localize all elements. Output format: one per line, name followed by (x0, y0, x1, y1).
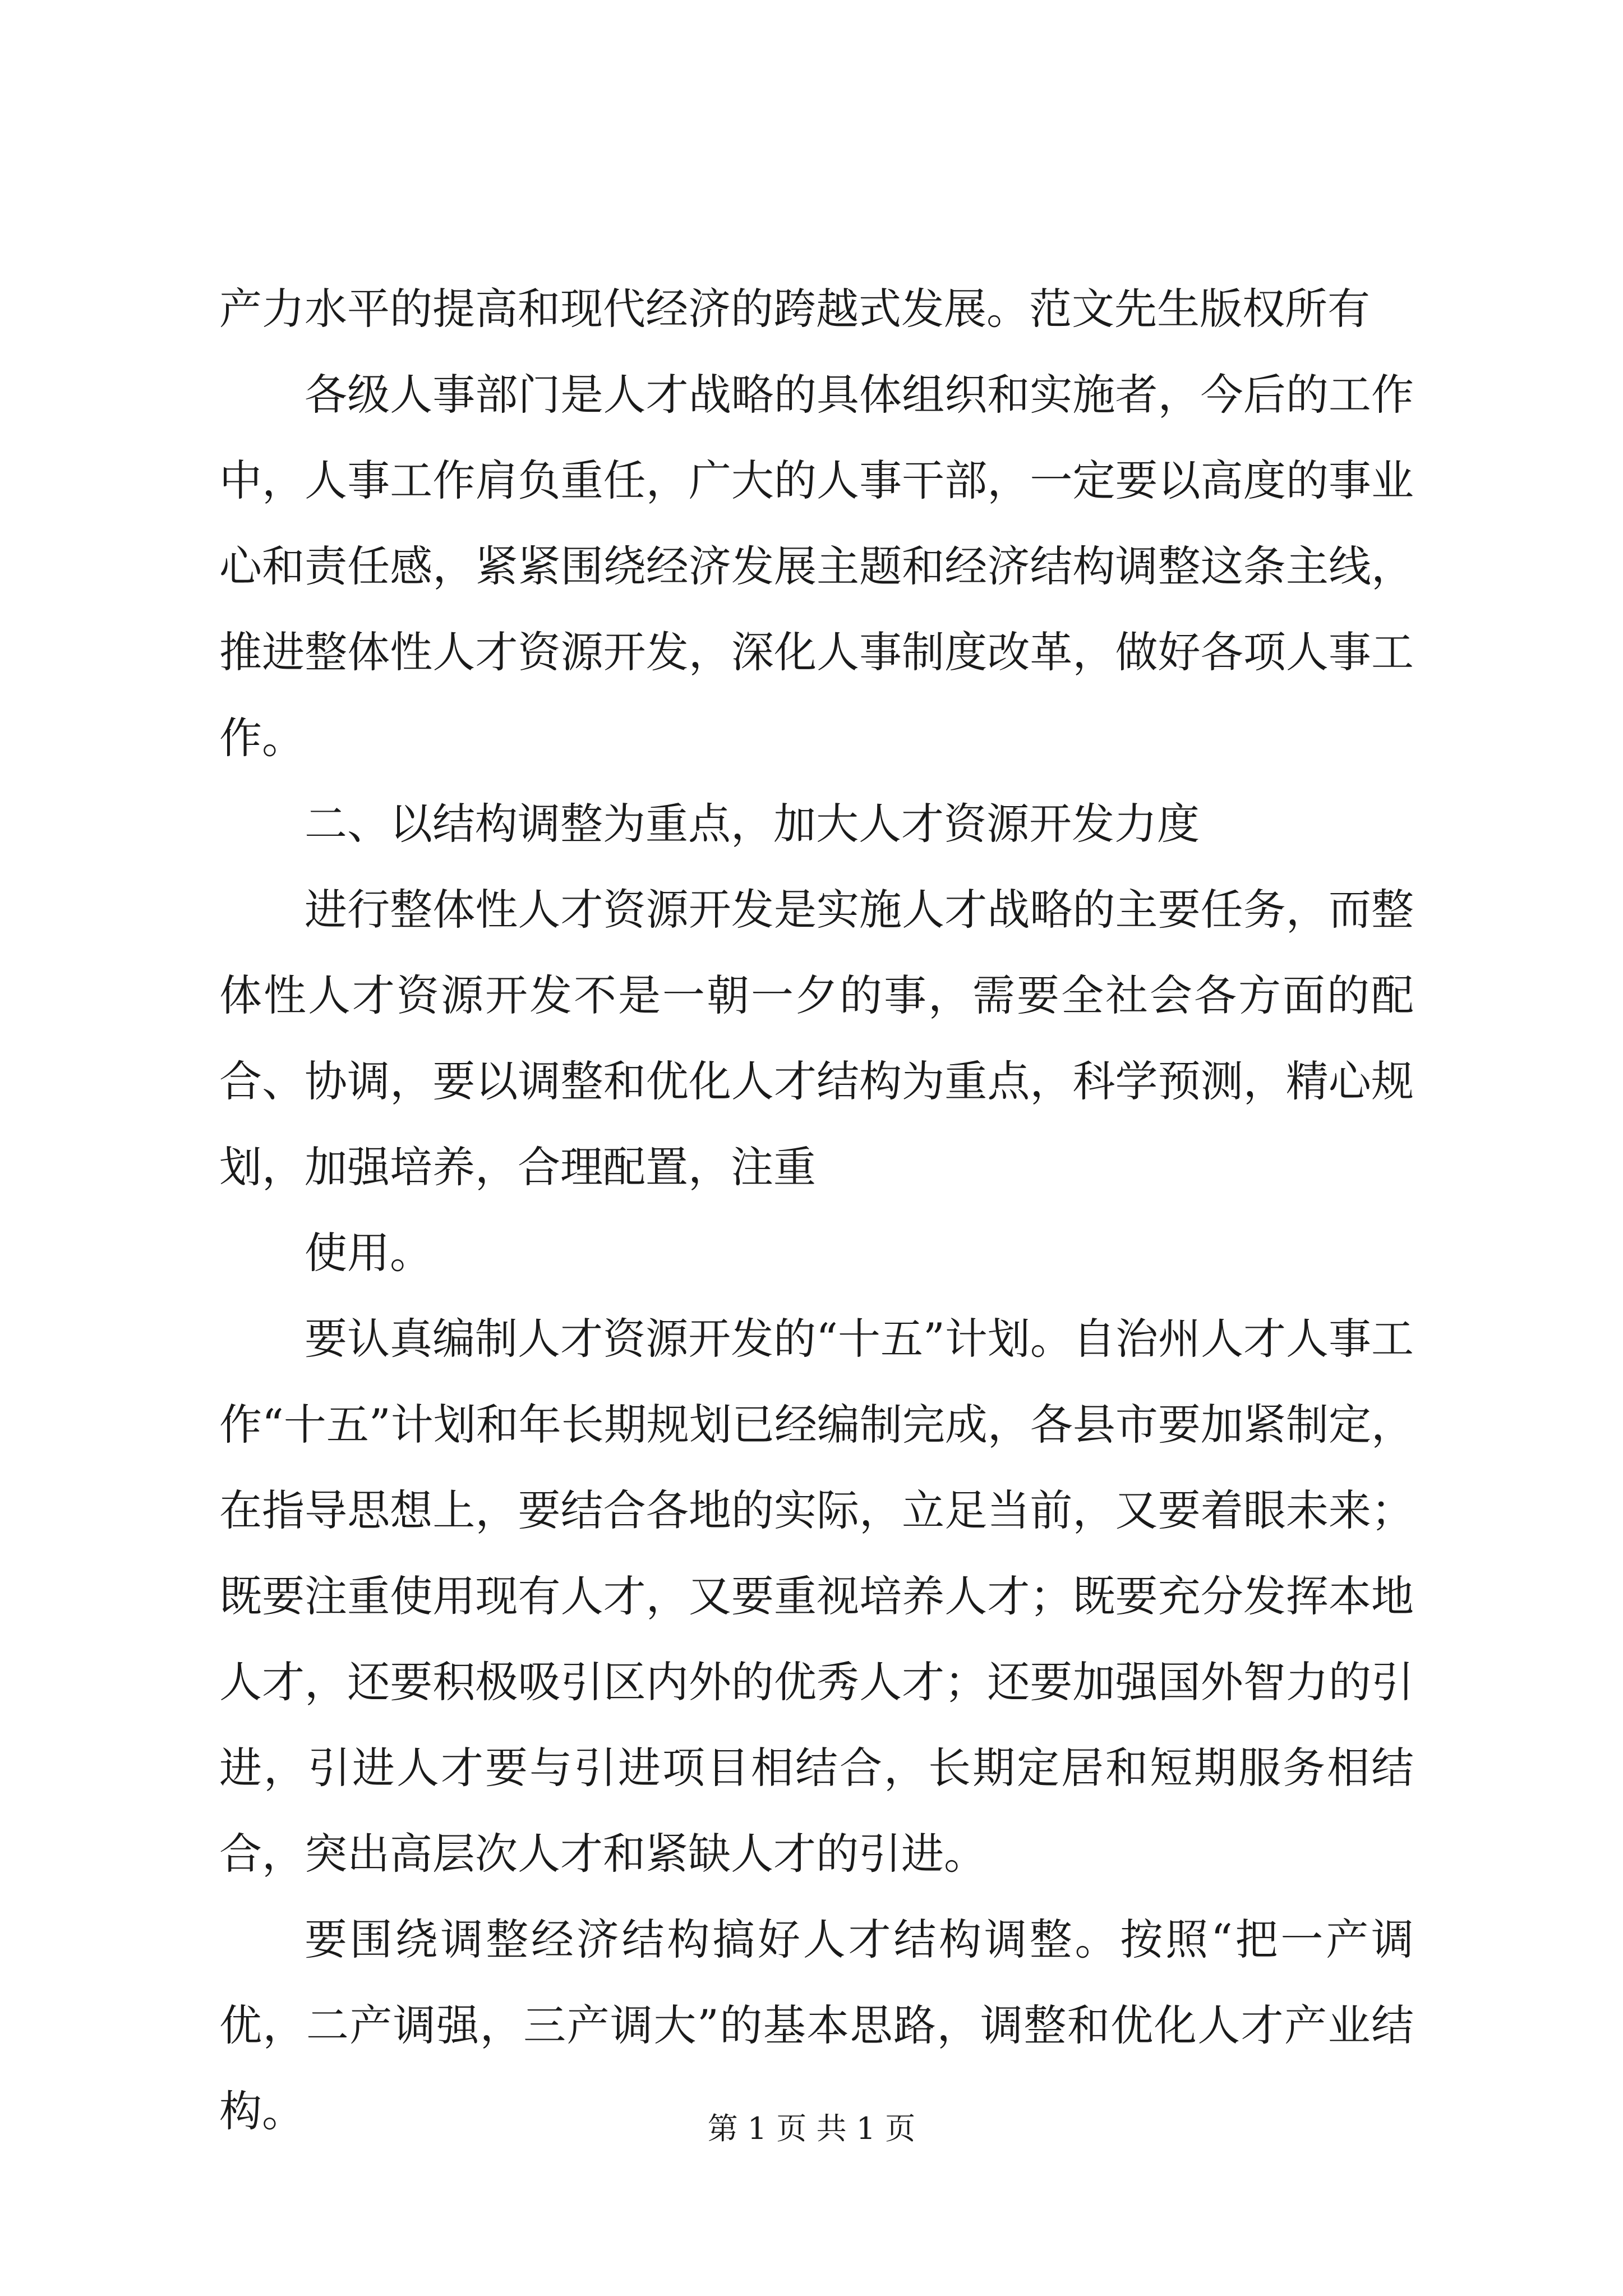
document-body (219, 266, 1414, 2154)
paragraph-4: 使用。 (305, 1228, 432, 1278)
paragraph-6: 要围绕调整经济结构搞好人才结构调整。按照“把一产调优，二产调强，三产调大”的基本思路，调整和优化人才产业结构。 (219, 1915, 1414, 2136)
page-footer: 第 1 页 共 1 页 (707, 2111, 916, 2146)
paragraph-5: 要认真编制人才资源开发的“十五”计划。自治州人才人事工作“十五”计划和年长期规划已经编制完成，各县市要加紧制定，在指导思想上，要结合各地的实际，立足当前，又要着眼未来；既要注重使用现有人才，又要重视培养人才；既要充分发挥本地人才，还要积极吸引区内外的优秀人才；还要加强国外智力的引进，引进人才要与引进项目相结合，长期定居和短期服务相结合，突出高层次人才和紧缺人才的引进。 (219, 1314, 1414, 1879)
section-heading: 二、以结构调整为重点，加大人才资源开发力度 (305, 799, 1200, 849)
paragraph-1: 产力水平的提高和现代经济的跨越式发展。范文先生版权所有 (219, 284, 1370, 334)
paragraph-2: 各级人事部门是人才战略的具体组织和实施者，今后的工作中，人事工作肩负重任，广大的人事干部，一定要以高度的事业心和责任感，紧紧围绕经济发展主题和经济结构调整这条主线，推进整体性人才资源开发，深化人事制度改革，做好各项人事工作。 (219, 370, 1414, 763)
paragraph-3: 进行整体性人才资源开发是实施人才战略的主要任务，而整体性人才资源开发不是一朝一夕的事，需要全社会各方面的配合、协调，要以调整和优化人才结构为重点，科学预测，精心规划，加强培养，合理配置，注重 (219, 885, 1414, 1192)
